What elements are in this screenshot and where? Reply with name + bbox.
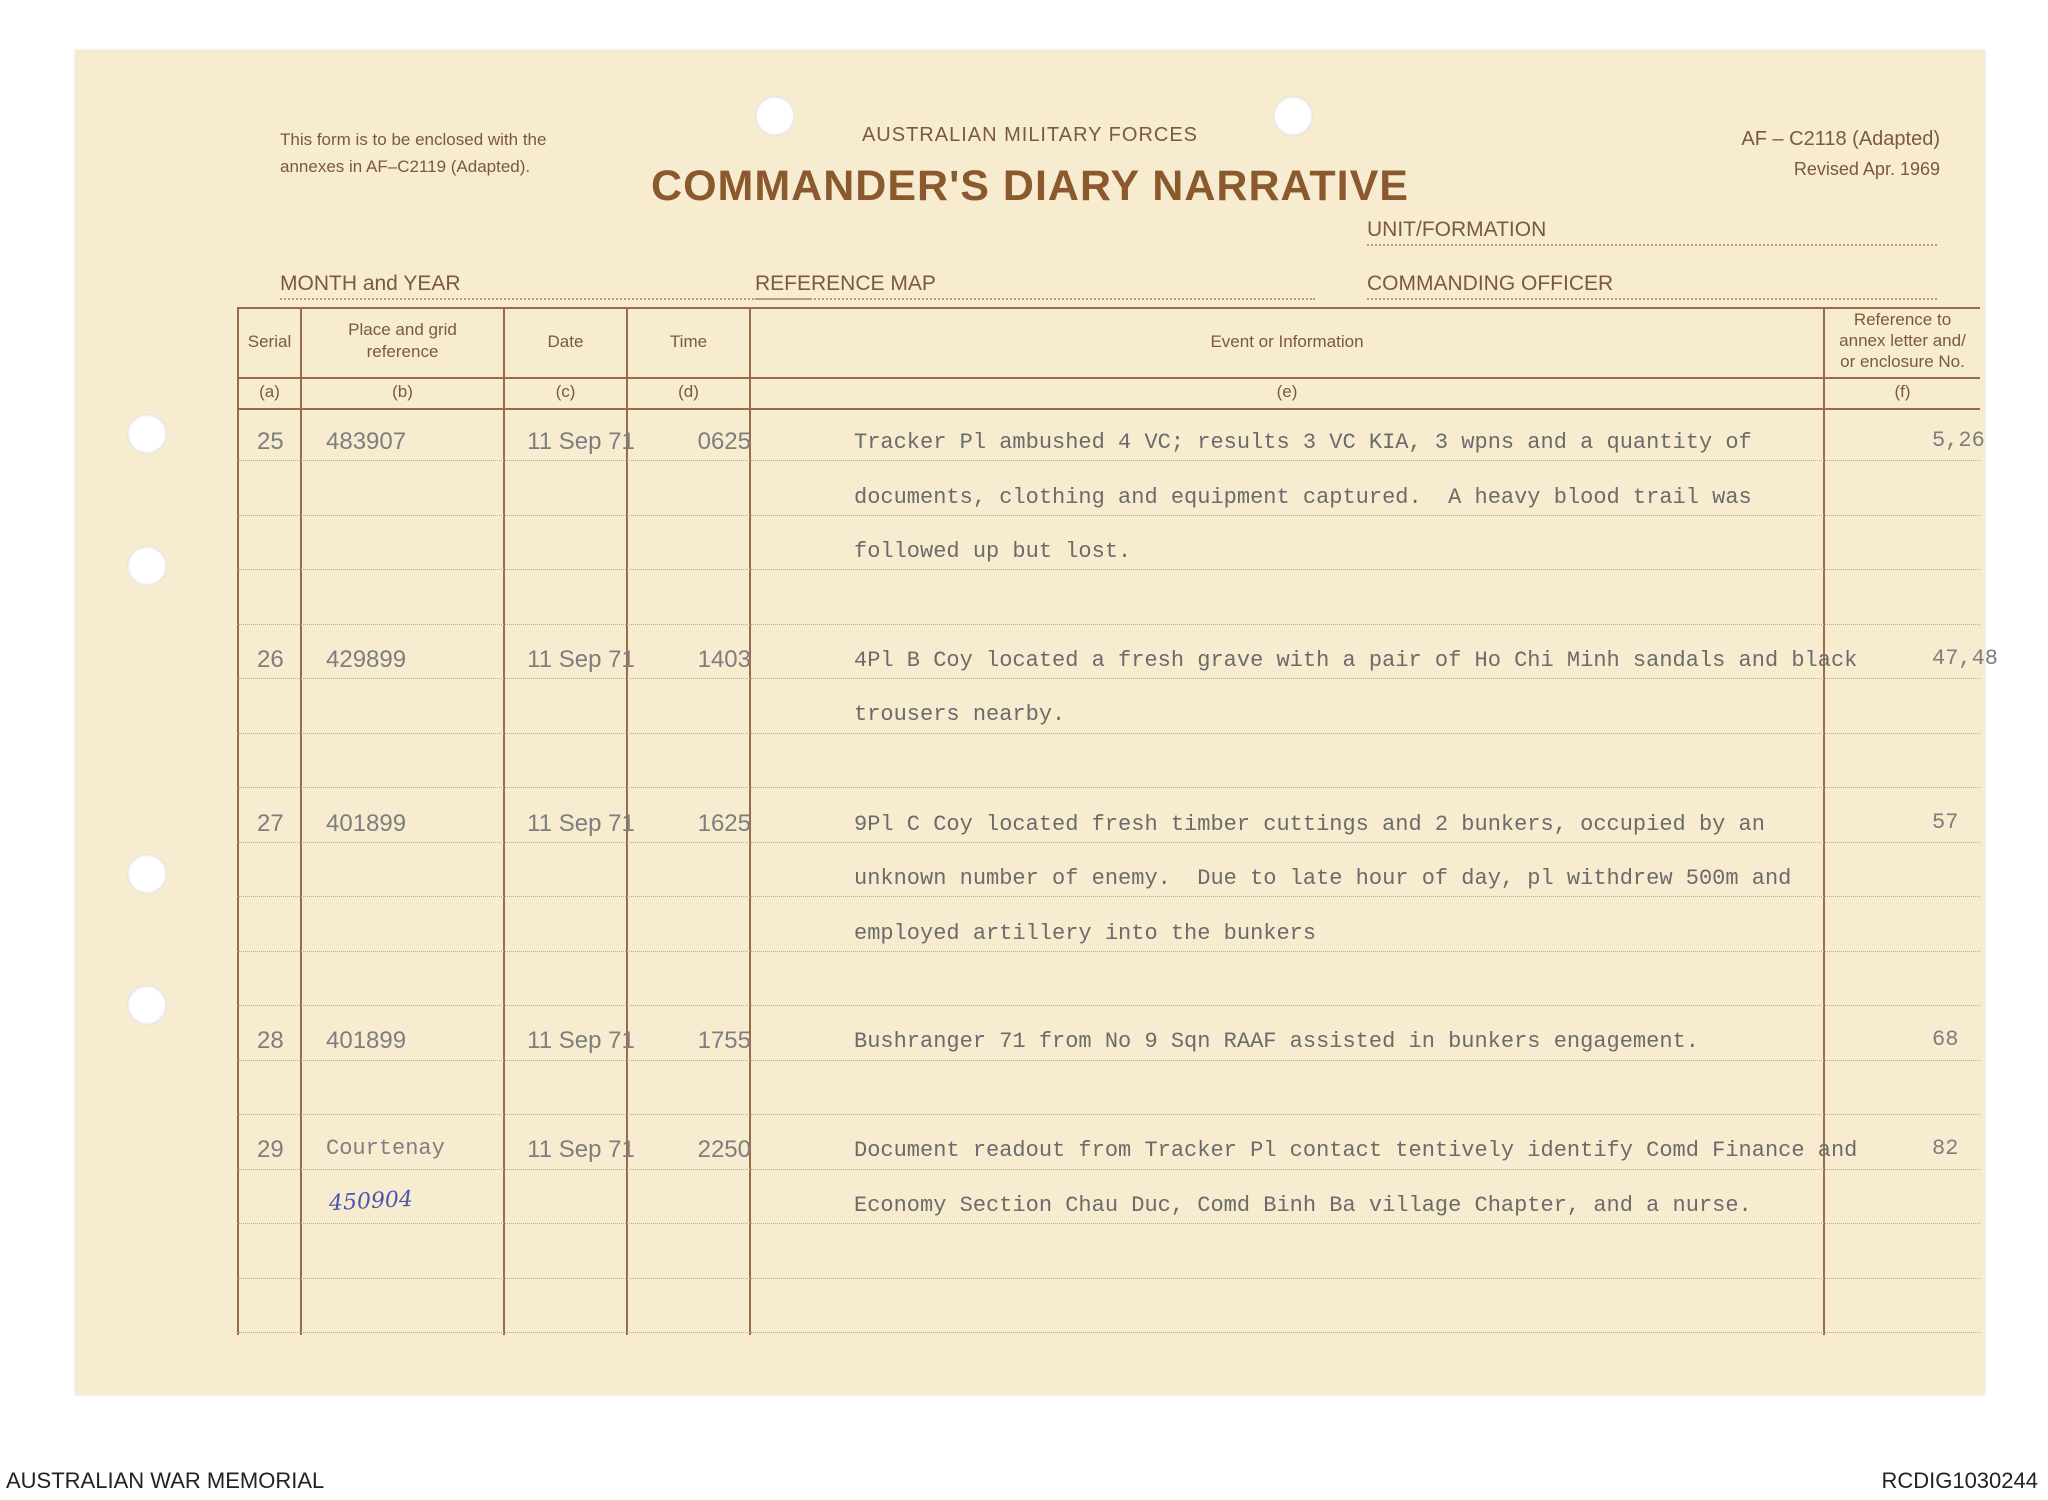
table-top-rule	[237, 307, 1980, 309]
enclosure-note-line: annexes in AF–C2119 (Adapted).	[280, 157, 531, 176]
column-header-event	[751, 331, 1823, 353]
handwritten-grid-reference: 450904	[328, 1186, 414, 1217]
ruled-line	[237, 624, 1980, 625]
column-rule	[503, 307, 505, 1335]
commanding-officer-field	[1367, 272, 1937, 300]
organisation-heading: AUSTRALIAN MILITARY FORCES	[861, 124, 1199, 146]
archive-id: RCDIG1030244	[1881, 1468, 2038, 1493]
event-line: unknown number of enemy. Due to late hour of day, pl withdrew 500m and	[854, 866, 1792, 891]
column-header-text: Serial	[247, 332, 292, 351]
header-rule	[237, 377, 1980, 379]
annex-reference-cell: 68	[1932, 1027, 1959, 1052]
time-cell: 1403	[697, 646, 751, 673]
form-number-block	[1741, 124, 1940, 184]
event-line: Economy Section Chau Duc, Comd Binh Ba village Chapter, and a nurse.	[854, 1193, 1752, 1218]
serial-cell: 27	[257, 810, 284, 837]
time-cell: 1755	[697, 1027, 751, 1054]
column-header-text: Time	[669, 332, 708, 351]
serial-cell: 29	[257, 1136, 284, 1163]
binder-hole	[127, 414, 167, 454]
column-letter: (c)	[555, 382, 576, 401]
binder-hole	[127, 985, 167, 1025]
reference-map-field	[755, 272, 1315, 300]
ruled-line	[237, 1332, 1980, 1333]
event-line: 4Pl B Coy located a fresh grave with a pair of Ho Chi Minh sandals and black	[854, 648, 1858, 673]
month-year-label: MONTH and YEAR	[280, 272, 461, 295]
column-letter: (e)	[1276, 382, 1298, 401]
column-rule	[1823, 307, 1825, 1335]
event-line: trousers nearby.	[854, 702, 1066, 727]
archive-credit: AUSTRALIAN WAR MEMORIAL	[6, 1468, 325, 1493]
column-header-text: annex letter and/	[1839, 331, 1966, 350]
annex-reference-cell: 57	[1932, 810, 1959, 835]
event-line: 9Pl C Coy located fresh timber cuttings and 2 bunkers, occupied by an	[854, 812, 1765, 837]
date-cell: 11 Sep 71	[527, 1136, 635, 1163]
column-letter: (d)	[678, 382, 699, 401]
column-header-text: Place and grid	[348, 320, 457, 339]
month-year-field	[280, 272, 810, 300]
diary-page	[75, 50, 1999, 1395]
column-letter: (a)	[259, 382, 280, 401]
event-line: employed artillery into the bunkers	[854, 921, 1317, 946]
unit-formation-field	[1367, 218, 1937, 246]
column-letter: (f)	[1894, 382, 1911, 401]
time-cell: 2250	[697, 1136, 751, 1163]
annex-reference-cell: 5,26	[1932, 428, 1985, 453]
event-line: Bushranger 71 from No 9 Sqn RAAF assisted in bunkers engagement.	[854, 1029, 1699, 1054]
ruled-line	[237, 1114, 1980, 1115]
event-line: Tracker Pl ambushed 4 VC; results 3 VC KIA, 3 wpns and a quantity of	[854, 430, 1752, 455]
time-cell: 1625	[697, 810, 751, 837]
grid-reference-cell: 401899	[326, 1027, 407, 1054]
serial-cell: 28	[257, 1027, 284, 1054]
ruled-line	[237, 1278, 1980, 1279]
reference-map-label: REFERENCE MAP	[755, 272, 936, 295]
column-header-text: or enclosure No.	[1840, 352, 1965, 371]
commanding-officer-label: COMMANDING OFFICER	[1367, 272, 1614, 295]
letter-rule	[237, 408, 1980, 410]
unit-formation-label: UNIT/FORMATION	[1367, 218, 1547, 241]
annex-reference-cell: 47,48	[1932, 646, 1999, 671]
date-cell: 11 Sep 71	[527, 646, 635, 673]
column-header-text: Date	[547, 332, 584, 351]
ruled-line	[237, 733, 1980, 734]
binder-hole	[127, 546, 167, 586]
grid-reference-cell: Courtenay	[326, 1136, 445, 1161]
grid-reference-cell: 429899	[326, 646, 407, 673]
serial-cell: 25	[257, 428, 284, 455]
serial-cell: 26	[257, 646, 284, 673]
grid-reference-cell: 401899	[326, 810, 407, 837]
column-header-text: Reference to	[1853, 310, 1952, 329]
date-cell: 11 Sep 71	[527, 428, 635, 455]
form-number: AF – C2118 (Adapted)	[1741, 128, 1940, 150]
date-cell: 11 Sep 71	[527, 1027, 635, 1054]
column-letter: (b)	[392, 382, 413, 401]
annex-reference-cell: 82	[1932, 1136, 1959, 1161]
column-rule	[300, 307, 302, 1335]
column-header-time	[628, 331, 749, 353]
column-header-place	[302, 319, 503, 363]
enclosure-note-line: This form is to be enclosed with the	[280, 130, 547, 149]
time-cell: 0625	[697, 428, 751, 455]
ruled-line	[237, 787, 1980, 788]
column-header-text: Event or Information	[1210, 332, 1364, 351]
event-line: followed up but lost.	[854, 539, 1132, 564]
column-header-text: reference	[366, 342, 439, 361]
page-title: COMMANDER'S DIARY NARRATIVE	[651, 162, 1409, 210]
narrative-table	[237, 307, 1999, 1335]
column-header-date	[505, 331, 626, 353]
event-line: documents, clothing and equipment captured. A heavy blood trail was	[854, 485, 1752, 510]
event-line: Document readout from Tracker Pl contact tentively identify Comd Finance and	[854, 1138, 1858, 1163]
binder-hole	[127, 854, 167, 894]
revision-date: Revised Apr. 1969	[1793, 159, 1940, 179]
date-cell: 11 Sep 71	[527, 810, 635, 837]
grid-reference-cell: 483907	[326, 428, 407, 455]
ruled-line	[237, 1005, 1980, 1006]
column-header-serial	[239, 331, 300, 353]
column-header-reference	[1825, 309, 1980, 372]
column-rule	[237, 307, 239, 1335]
